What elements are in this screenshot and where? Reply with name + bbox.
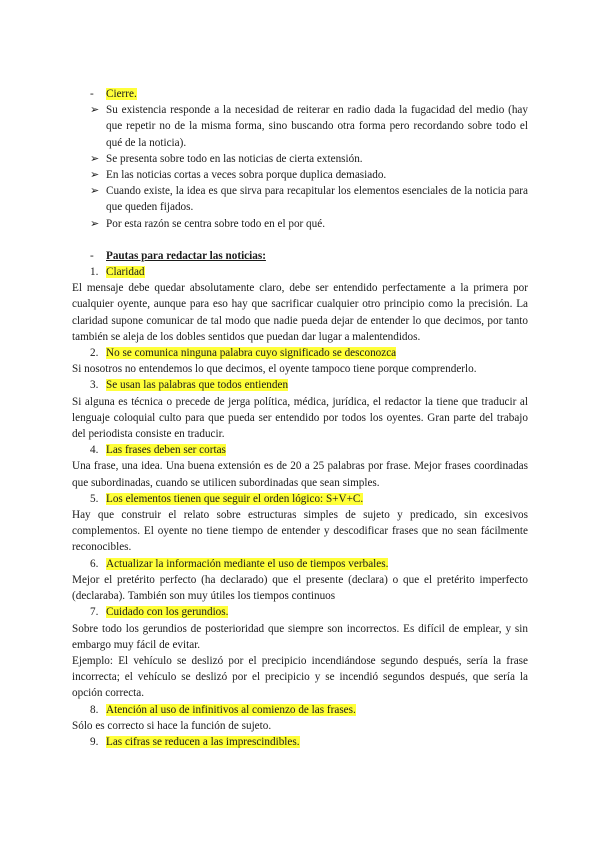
list-item (72, 216, 528, 232)
item-number: 4. (90, 444, 99, 457)
cierre-title: Cierre. (106, 88, 137, 100)
item-number: 5. (90, 492, 99, 505)
item-number: 7. (90, 606, 99, 619)
document-content (72, 86, 528, 750)
numbered-heading (72, 702, 528, 718)
item-heading: Las frases deben ser cortas (106, 444, 226, 457)
list-item (72, 183, 528, 215)
item-heading: Los elementos tienen que seguir el orden lógico: S+V+C. (106, 492, 364, 505)
bullet-text: Se presenta sobre todo en las noticias de cierta extensión. (106, 152, 363, 165)
spacer (72, 232, 528, 248)
item-heading: Cuidado con los gerundios. (106, 606, 229, 619)
paragraph: Sólo es correcto si hace la función de sujeto. (72, 719, 272, 732)
arrow-bullet-icon: ➢ (90, 185, 100, 198)
item-number: 1. (90, 266, 99, 279)
list-item (72, 167, 528, 183)
numbered-heading (72, 604, 528, 620)
pautas-title: Pautas para redactar las noticias: (106, 249, 266, 262)
item-heading: Las cifras se reducen a las imprescindibles. (106, 735, 300, 748)
paragraph: Sobre todo los gerundios de posterioridad que siempre son incorrectos. Es difícil de emplear, y sin embargo muy fácil de evitar. (72, 622, 528, 651)
paragraph: Ejemplo: El vehículo se deslizó por el precipicio incendiándose segundo después, sería la frase incorrecta; el vehículo se deslizó por el precipicio y se incendió segundos después, que sería la opción correcta. (72, 654, 528, 700)
item-number: 8. (90, 703, 99, 716)
item-number: 9. (90, 735, 99, 748)
item-number: 6. (90, 557, 99, 570)
pautas-heading (72, 248, 528, 264)
numbered-heading (72, 491, 528, 507)
numbered-heading (72, 442, 528, 458)
paragraph: El mensaje debe quedar absolutamente claro, debe ser entendido perfectamente a la primera por cualquier oyente, aunque para eso hay que sacrificar cualquier otro principio como la precisión. La claridad supone comunicar de tal modo que nadie pueda dejar de entender lo que decimos, por tanto también se aleja de los dobles sentidos que puedan dar lugar a malentendidos. (72, 282, 528, 343)
paragraph: Hay que construir el relato sobre estructuras simples de sujeto y predicado, sin excesivos complementos. El oyente no tiene tiempo de entender y descodificar frases que no sean fácilmente reconocibles. (72, 509, 528, 554)
bullet-text: En las noticias cortas a veces sobra porque duplica demasiado. (106, 169, 387, 182)
numbered-heading (72, 556, 528, 572)
item-heading: Atención al uso de infinitivos al comienzo de las frases. (106, 703, 356, 716)
item-heading: Claridad (106, 266, 145, 279)
bullet-text: Cuando existe, la idea es que sirva para recapitular los elementos esenciales de la noticia para que queden fijados. (106, 185, 528, 214)
list-item (72, 102, 528, 151)
paragraph: Si alguna es técnica o precede de jerga política, médica, jurídica, el redactor la tiene que traducir al lenguaje coloquial culto para que pueda ser entendido por todos los oyentes. Gran parte del trabajo del periodista consiste en traducir. (72, 395, 528, 441)
numbered-heading (72, 264, 528, 280)
item-heading: Actualizar la información mediante el uso de tiempos verbales. (106, 557, 389, 570)
numbered-heading (72, 734, 528, 750)
numbered-heading (72, 345, 528, 361)
arrow-bullet-icon: ➢ (90, 104, 100, 117)
item-number: 3. (90, 379, 99, 392)
item-heading: No se comunica ninguna palabra cuyo significado se desconozca (106, 347, 397, 360)
paragraph: Mejor el pretérito perfecto (ha declarado) que el presente (declara) o que el pretérito imperfecto (declaraba). También son muy útiles los tiempos continuos (72, 573, 528, 603)
cierre-heading (72, 86, 528, 102)
dash-marker: - (90, 88, 94, 100)
paragraph: Una frase, una idea. Una buena extensión es de 20 a 25 palabras por frase. Mejor frases coordinadas que subordinadas, cuando se utilicen subordinadas que sean simples. (72, 460, 528, 489)
arrow-bullet-icon: ➢ (90, 217, 100, 230)
dash-marker: - (90, 249, 94, 262)
list-item (72, 151, 528, 167)
bullet-text: Su existencia responde a la necesidad de reiterar en radio dada la fugacidad del medio (hay que repetir no de la misma forma, sino buscando otra forma pero recordando sobre todo el qué de la noticia). (106, 104, 528, 149)
item-number: 2. (90, 347, 99, 360)
numbered-heading (72, 377, 528, 393)
bullet-text: Por esta razón se centra sobre todo en el por qué. (106, 217, 326, 230)
item-heading: Se usan las palabras que todos entienden (106, 379, 289, 392)
arrow-bullet-icon: ➢ (90, 152, 100, 165)
arrow-bullet-icon: ➢ (90, 169, 100, 182)
paragraph: Si nosotros no entendemos lo que decimos, el oyente tampoco tiene porque comprenderlo. (72, 363, 477, 376)
